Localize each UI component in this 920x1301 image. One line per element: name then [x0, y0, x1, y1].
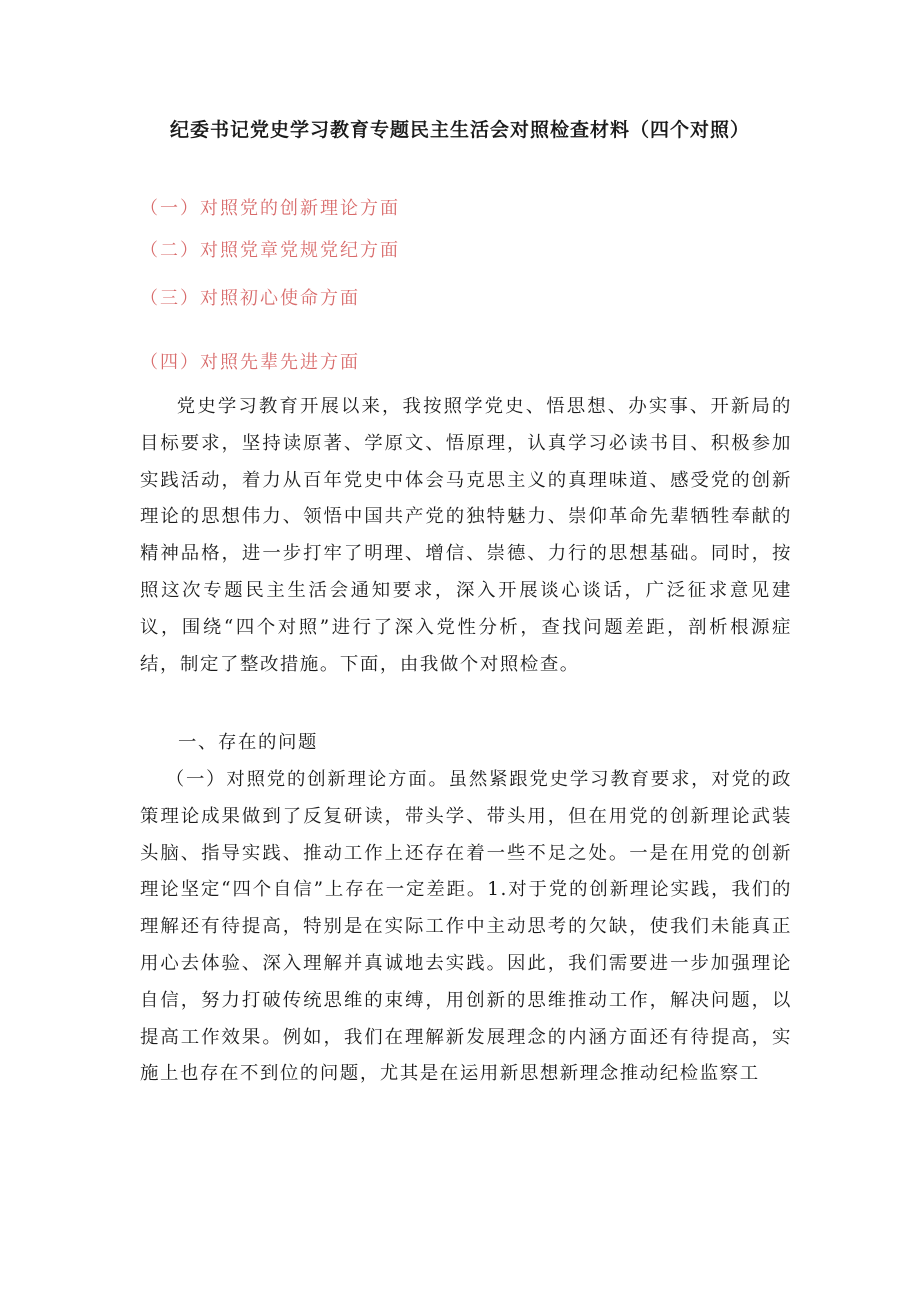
- toc-item-3: （三）对照初心使命方面: [140, 288, 360, 309]
- intro-paragraph: 党史学习教育开展以来，我按照学党史、悟思想、办实事、开新局的目标要求，坚持读原著、学原文、悟原理，认真学习必读书目、积极参加实践活动，着力从百年党史中体会马克思主义的真理味道、感受党的创新理论的思想伟力、领悟中国共产党的独特魅力、崇仰革命先辈牺牲奉献的精神品格，进一步打牢了明理、增信、崇德、力行的思想基础。同时，按照这次专题民主生活会通知要求，深入开展谈心谈话，广泛征求意见建议，围绕“四个对照”进行了深入党性分析，查找问题差距，剖析根源症结，制定了整改措施。下面，由我做个对照检查。: [140, 396, 792, 675]
- section-heading: 一、存在的问题: [178, 732, 318, 753]
- toc-item-4: （四）对照先辈先进方面: [140, 352, 360, 373]
- toc-item-1: （一）对照党的创新理论方面: [140, 198, 400, 219]
- toc-item-2: （二）对照党章党规党纪方面: [140, 240, 400, 261]
- document-title: 纪委书记党史学习教育专题民主生活会对照检查材料（四个对照）: [169, 119, 750, 141]
- section1-paragraph: （一）对照党的创新理论方面。虽然紧跟党史学习教育要求，对党的政策理论成果做到了反复研读，带头学、带头用，但在用党的创新理论武装头脑、指导实践、推动工作上还存在着一些不足之处。一是在用党的创新理论坚定“四个自信”上存在一定差距。1.对于党的创新理论实践，我们的理解还有待提高，特别是在实际工作中主动思考的欠缺，使我们未能真正用心去体验、深入理解并真诚地去实践。因此，我们需要进一步加强理论自信，努力打破传统思维的束缚，用创新的思维推动工作，解决问题，以提高工作效果。例如，我们在理解新发展理念的内涵方面还有待提高，实施上也存在不到位的问题，尤其是在运用新思想新理念推动纪检监察工: [140, 769, 792, 1085]
